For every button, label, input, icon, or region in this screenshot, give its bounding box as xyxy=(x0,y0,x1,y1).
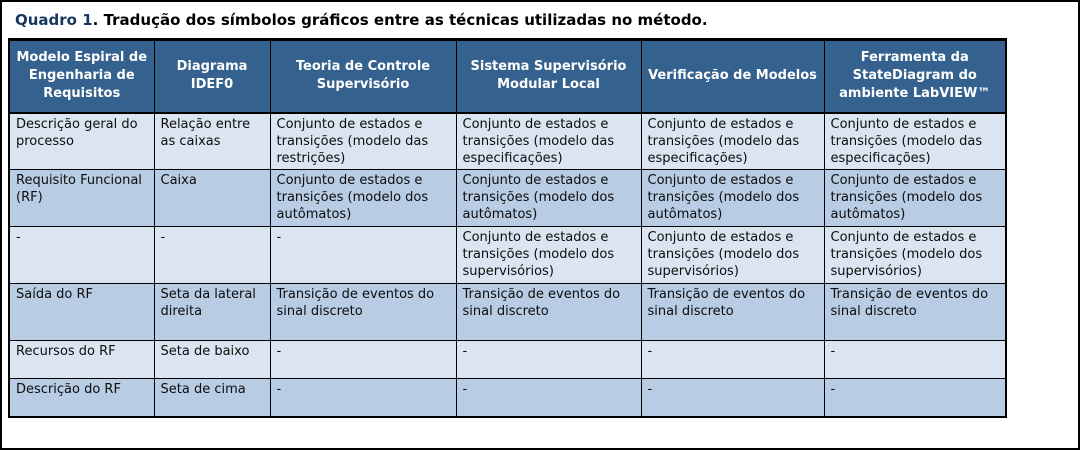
table-cell: Seta da lateral direita xyxy=(154,284,270,341)
table-cell: - xyxy=(456,379,641,417)
translation-table xyxy=(8,38,1007,418)
table-row xyxy=(9,284,1006,341)
table-cell: Conjunto de estados e transições (modelo das especificações) xyxy=(824,113,1006,170)
table-cell: Relação entre as caixas xyxy=(154,113,270,170)
table-cell: - xyxy=(270,341,456,379)
table-cell: Descrição geral do processo xyxy=(9,113,154,170)
table-header-row xyxy=(9,40,1006,113)
column-header-5: Verificação de Modelos xyxy=(641,40,824,113)
table-row xyxy=(9,379,1006,417)
table-row xyxy=(9,227,1006,284)
table-header xyxy=(9,40,1006,113)
column-header-2: Diagrama IDEF0 xyxy=(154,40,270,113)
table-cell: - xyxy=(154,227,270,284)
table-cell: Conjunto de estados e transições (modelo das restrições) xyxy=(270,113,456,170)
table-cell: - xyxy=(9,227,154,284)
caption-text: . Tradução dos símbolos gráficos entre as técnicas utilizadas no método. xyxy=(92,11,708,29)
table-cell: Conjunto de estados e transições (modelo dos supervisórios) xyxy=(824,227,1006,284)
column-header-1: Modelo Espiral de Engenharia de Requisitos xyxy=(9,40,154,113)
table-cell: - xyxy=(824,379,1006,417)
table-body xyxy=(9,113,1006,417)
table-cell: - xyxy=(641,341,824,379)
table-cell: Conjunto de estados e transições (modelo dos supervisórios) xyxy=(641,227,824,284)
table-cell: Requisito Funcional (RF) xyxy=(9,170,154,227)
table-caption xyxy=(2,2,1078,38)
table-cell: Conjunto de estados e transições (modelo das especificações) xyxy=(641,113,824,170)
table-cell: Transição de eventos do sinal discreto xyxy=(641,284,824,341)
table-cell: Conjunto de estados e transições (modelo dos autômatos) xyxy=(456,170,641,227)
table-cell: Conjunto de estados e transições (modelo dos autômatos) xyxy=(270,170,456,227)
table-cell: - xyxy=(824,341,1006,379)
table-cell: - xyxy=(456,341,641,379)
caption-label: Quadro 1 xyxy=(15,11,93,29)
table-cell: Transição de eventos do sinal discreto xyxy=(270,284,456,341)
table-cell: - xyxy=(641,379,824,417)
table-cell: - xyxy=(270,227,456,284)
table-cell: Conjunto de estados e transições (modelo dos autômatos) xyxy=(641,170,824,227)
table-row xyxy=(9,113,1006,170)
table-cell: - xyxy=(270,379,456,417)
table-cell: Transição de eventos do sinal discreto xyxy=(456,284,641,341)
table-cell: Descrição do RF xyxy=(9,379,154,417)
table-cell: Seta de cima xyxy=(154,379,270,417)
table-cell: Saída do RF xyxy=(9,284,154,341)
table-row xyxy=(9,341,1006,379)
table-cell: Transição de eventos do sinal discreto xyxy=(824,284,1006,341)
column-header-4: Sistema Supervisório Modular Local xyxy=(456,40,641,113)
table-cell: Caixa xyxy=(154,170,270,227)
table-cell: Recursos do RF xyxy=(9,341,154,379)
table-cell: Conjunto de estados e transições (modelo das especificações) xyxy=(456,113,641,170)
column-header-6: Ferramenta da StateDiagram do ambiente LabVIEW™ xyxy=(824,40,1006,113)
table-cell: Seta de baixo xyxy=(154,341,270,379)
table-cell: Conjunto de estados e transições (modelo dos autômatos) xyxy=(824,170,1006,227)
column-header-3: Teoria de Controle Supervisório xyxy=(270,40,456,113)
table-row xyxy=(9,170,1006,227)
table-cell: Conjunto de estados e transições (modelo dos supervisórios) xyxy=(456,227,641,284)
